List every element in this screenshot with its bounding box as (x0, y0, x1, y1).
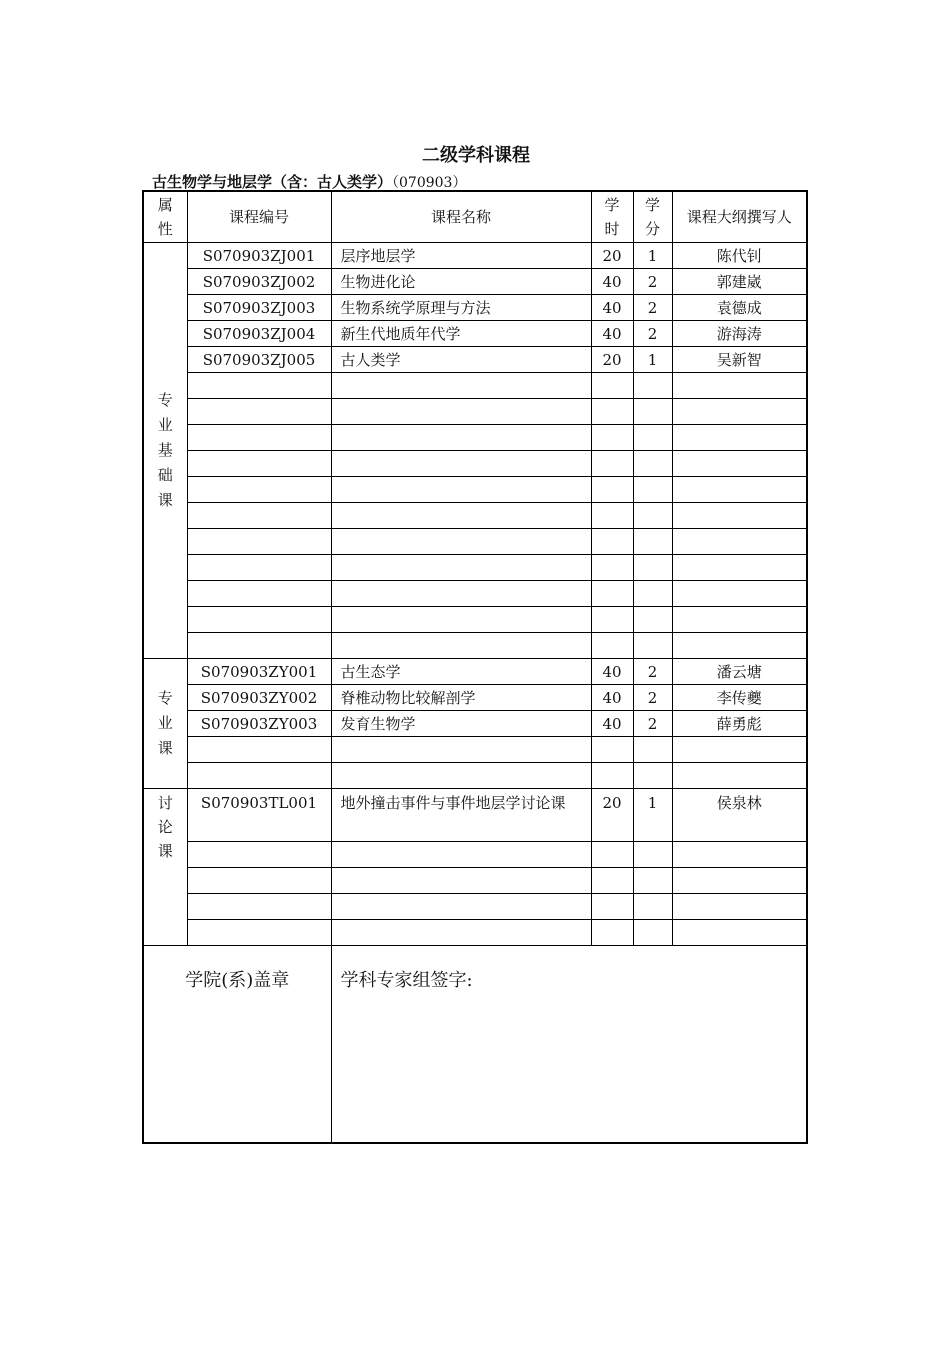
course-credits: 1 (633, 347, 672, 373)
course-author: 袁德成 (672, 295, 807, 321)
course-hours: 40 (591, 711, 633, 737)
header-hours: 学 时 (591, 191, 633, 243)
header-course-code: 课程编号 (187, 191, 331, 243)
course-name: 地外撞击事件与事件地层学讨论课 (331, 789, 591, 842)
course-code: S070903ZJ003 (187, 295, 331, 321)
course-hours: 40 (591, 295, 633, 321)
course-code: S070903ZY002 (187, 685, 331, 711)
empty-row (143, 868, 807, 894)
course-code: S070903ZJ004 (187, 321, 331, 347)
course-credits: 1 (633, 789, 672, 842)
course-name: 古人类学 (331, 347, 591, 373)
course-author: 游海涛 (672, 321, 807, 347)
course-hours: 20 (591, 243, 633, 269)
course-author: 李传夔 (672, 685, 807, 711)
page-title: 二级学科课程 (422, 145, 530, 166)
course-hours: 40 (591, 321, 633, 347)
course-code: S070903ZJ002 (187, 269, 331, 295)
course-hours: 40 (591, 685, 633, 711)
course-name: 新生代地质年代学 (331, 321, 591, 347)
table-row (143, 659, 807, 685)
empty-row (143, 920, 807, 946)
course-credits: 2 (633, 295, 672, 321)
course-author: 郭建崴 (672, 269, 807, 295)
empty-row (143, 842, 807, 868)
expert-signature-label: 学科专家组签字: (331, 946, 807, 1144)
empty-row (143, 399, 807, 425)
course-author: 薛勇彪 (672, 711, 807, 737)
signature-row (143, 946, 807, 1144)
course-hours: 40 (591, 659, 633, 685)
course-author: 吴新智 (672, 347, 807, 373)
course-credits: 1 (633, 243, 672, 269)
seal-label: 学院(系)盖章 (143, 946, 331, 1144)
course-author: 陈代钊 (672, 243, 807, 269)
course-name: 发育生物学 (331, 711, 591, 737)
empty-row (143, 581, 807, 607)
discipline-code: （070903） (392, 175, 467, 191)
table-row (143, 347, 807, 373)
course-credits: 2 (633, 269, 672, 295)
table-row (143, 269, 807, 295)
course-table (142, 190, 808, 1144)
table-row (143, 711, 807, 737)
empty-row (143, 633, 807, 659)
course-code: S070903TL001 (187, 789, 331, 842)
empty-row (143, 425, 807, 451)
course-credits: 2 (633, 711, 672, 737)
empty-row (143, 451, 807, 477)
header-author: 课程大纲撰写人 (672, 191, 807, 243)
discipline-subtitle (152, 171, 466, 192)
empty-row (143, 477, 807, 503)
table-row (143, 243, 807, 269)
category-discussion: 讨 论 课 (143, 789, 187, 946)
course-hours: 20 (591, 789, 633, 842)
course-name: 生物系统学原理与方法 (331, 295, 591, 321)
empty-row (143, 737, 807, 763)
empty-row (143, 763, 807, 789)
header-credits: 学 分 (633, 191, 672, 243)
course-code: S070903ZJ005 (187, 347, 331, 373)
empty-row (143, 373, 807, 399)
course-code: S070903ZY003 (187, 711, 331, 737)
table-row (143, 685, 807, 711)
table-row (143, 789, 807, 842)
empty-row (143, 503, 807, 529)
empty-row (143, 607, 807, 633)
table-row (143, 321, 807, 347)
course-author: 侯泉林 (672, 789, 807, 842)
header-row (143, 191, 807, 243)
empty-row (143, 529, 807, 555)
discipline-name: 古生物学与地层学（含：古人类学） (152, 173, 393, 191)
course-hours: 20 (591, 347, 633, 373)
course-name: 层序地层学 (331, 243, 591, 269)
empty-row (143, 555, 807, 581)
empty-row (143, 894, 807, 920)
course-credits: 2 (633, 321, 672, 347)
course-author: 潘云塘 (672, 659, 807, 685)
category-basic: 专 业 基 础 课 (143, 243, 187, 659)
course-credits: 2 (633, 685, 672, 711)
course-code: S070903ZJ001 (187, 243, 331, 269)
category-major: 专 业 课 (143, 659, 187, 789)
table-row (143, 295, 807, 321)
course-credits: 2 (633, 659, 672, 685)
course-name: 脊椎动物比较解剖学 (331, 685, 591, 711)
header-attribute: 属 性 (143, 191, 187, 243)
header-course-name: 课程名称 (331, 191, 591, 243)
course-code: S070903ZY001 (187, 659, 331, 685)
course-name: 生物进化论 (331, 269, 591, 295)
course-hours: 40 (591, 269, 633, 295)
course-name: 古生态学 (331, 659, 591, 685)
